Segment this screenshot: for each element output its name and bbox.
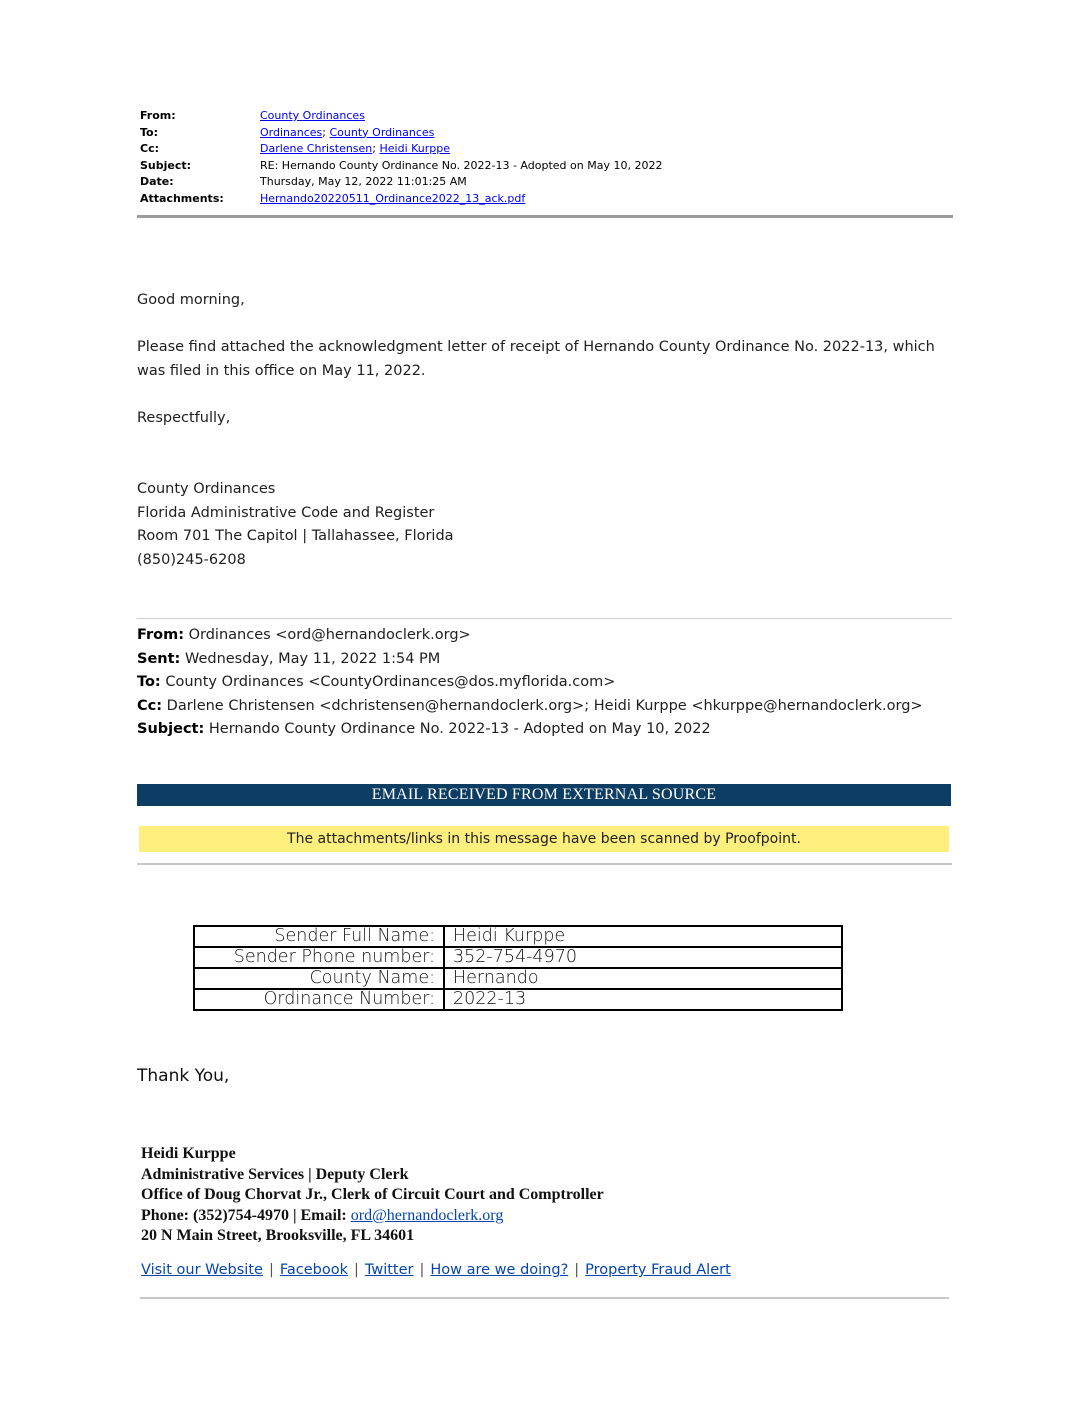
header-subject-row (140, 158, 952, 175)
closing: Respectfully, (137, 410, 231, 426)
fwd-subject-value: Hernando County Ordinance No. 2022-13 - Adopted on May 10, 2022 (208, 721, 711, 738)
table-key: Sender Phone number: (194, 947, 444, 968)
table-row (194, 947, 842, 968)
greeting: Good morning, (137, 292, 245, 308)
email-link[interactable]: ord@hernandoclerk.org (350, 1206, 504, 1224)
from-label: From: (140, 109, 176, 122)
footer-links (141, 1259, 731, 1281)
link-separator: | (353, 1262, 359, 1278)
fwd-sent-value: Wednesday, May 11, 2022 1:54 PM (184, 650, 441, 667)
sender-office: Office of Doug Chorvat Jr., Clerk of Circuit Court and Comptroller (141, 1186, 604, 1203)
signature-line: Florida Administrative Code and Register (137, 504, 435, 521)
body-paragraph: Please find attached the acknowledgment letter of receipt of Hernando County Ordinance No. 2022-13, which was filed in this office on May 11, 2022. (137, 339, 935, 379)
table-row (194, 989, 842, 1010)
table-value: Heidi Kurppe (444, 926, 842, 947)
fwd-to-row (137, 671, 923, 695)
subject-value: RE: Hernando County Ordinance No. 2022-13 - Adopted on May 10, 2022 (260, 158, 663, 172)
proofpoint-notice: The attachments/links in this message have been scanned by Proofpoint. (139, 826, 949, 852)
link-separator: | (268, 1262, 274, 1278)
from-link[interactable]: County Ordinances (260, 109, 365, 122)
fwd-cc-row (137, 695, 923, 719)
sender-name: Heidi Kurppe (141, 1145, 236, 1162)
table-key: Ordinance Number: (194, 989, 444, 1010)
fwd-cc-value: Darlene Christensen <dchristensen@hernandoclerk.org>; Heidi Kurppe <hkurppe@hernandoclerk.org> (166, 697, 923, 714)
website-link[interactable]: Visit our Website (141, 1262, 263, 1278)
cc-separator: ; (372, 142, 376, 155)
email-header (140, 108, 952, 207)
table-value: Hernando (444, 968, 842, 989)
link-separator: | (419, 1262, 425, 1278)
fwd-sent-row (137, 648, 923, 672)
attachments-label: Attachments: (140, 191, 224, 205)
footer-divider (140, 1297, 949, 1299)
header-date-row (140, 174, 952, 191)
cc-label: Cc: (140, 142, 159, 155)
header-cc-row (140, 141, 952, 158)
sender-title: Administrative Services | Deputy Clerk (141, 1165, 409, 1183)
to-label: To: (140, 125, 158, 139)
fraud-alert-link[interactable]: Property Fraud Alert (585, 1262, 731, 1278)
to-separator: ; (322, 125, 326, 139)
sender-signature (141, 1144, 604, 1247)
subject-label: Subject: (140, 158, 192, 172)
date-label: Date: (140, 175, 174, 188)
facebook-link[interactable]: Facebook (279, 1262, 348, 1278)
fwd-to-value: County Ordinances <CountyOrdinances@dos.myflorida.com> (165, 674, 616, 691)
table-key: County Name: (194, 968, 444, 989)
fwd-from-row (137, 624, 923, 648)
table-row (194, 968, 842, 989)
header-attachments-row (140, 191, 952, 208)
signature-line: Room 701 The Capitol | Tallahassee, Florida (137, 528, 454, 544)
signature-line: (850)245-6208 (137, 551, 246, 568)
banner-divider (137, 863, 952, 865)
header-divider (137, 215, 953, 218)
external-source-banner: EMAIL RECEIVED FROM EXTERNAL SOURCE (137, 784, 951, 806)
fwd-from-label: From: (137, 627, 184, 643)
header-from-row (140, 108, 952, 125)
thank-you: Thank You, (137, 1066, 230, 1086)
sender-info-table (193, 925, 843, 1011)
forwarded-header (137, 624, 923, 742)
to-link-ordinances[interactable]: Ordinances (260, 125, 323, 139)
to-link-county-ordinances[interactable]: County Ordinances (329, 125, 435, 139)
fwd-to-label: To: (137, 674, 161, 691)
fwd-sent-label: Sent: (137, 650, 181, 667)
cc-link-darlene[interactable]: Darlene Christensen (260, 142, 373, 155)
sender-address: 20 N Main Street, Brooksville, FL 34601 (141, 1227, 415, 1244)
fwd-from-value: Ordinances <ord@hernandoclerk.org> (188, 627, 471, 643)
fwd-subject-row (137, 718, 923, 742)
fwd-cc-label: Cc: (137, 697, 163, 714)
cc-link-heidi[interactable]: Heidi Kurppe (379, 142, 451, 155)
twitter-link[interactable]: Twitter (364, 1262, 414, 1278)
date-value: Thursday, May 12, 2022 11:01:25 AM (260, 175, 467, 188)
fwd-subject-label: Subject: (137, 721, 205, 738)
sender-contact (141, 1206, 604, 1227)
contact-prefix: Phone: (352)754-4970 | Email: (141, 1206, 351, 1224)
ordinances-signature (137, 478, 454, 572)
signature-line: County Ordinances (137, 481, 276, 497)
link-separator: | (574, 1262, 580, 1278)
survey-link[interactable]: How are we doing? (430, 1262, 569, 1278)
table-row (194, 926, 842, 947)
attachment-link[interactable]: Hernando20220511_Ordinance2022_13_ack.pdf (260, 191, 526, 205)
table-value: 2022-13 (444, 989, 842, 1010)
table-value: 352-754-4970 (444, 947, 842, 968)
forward-divider (137, 618, 952, 619)
table-key: Sender Full Name: (194, 926, 444, 947)
header-to-row (140, 125, 952, 142)
